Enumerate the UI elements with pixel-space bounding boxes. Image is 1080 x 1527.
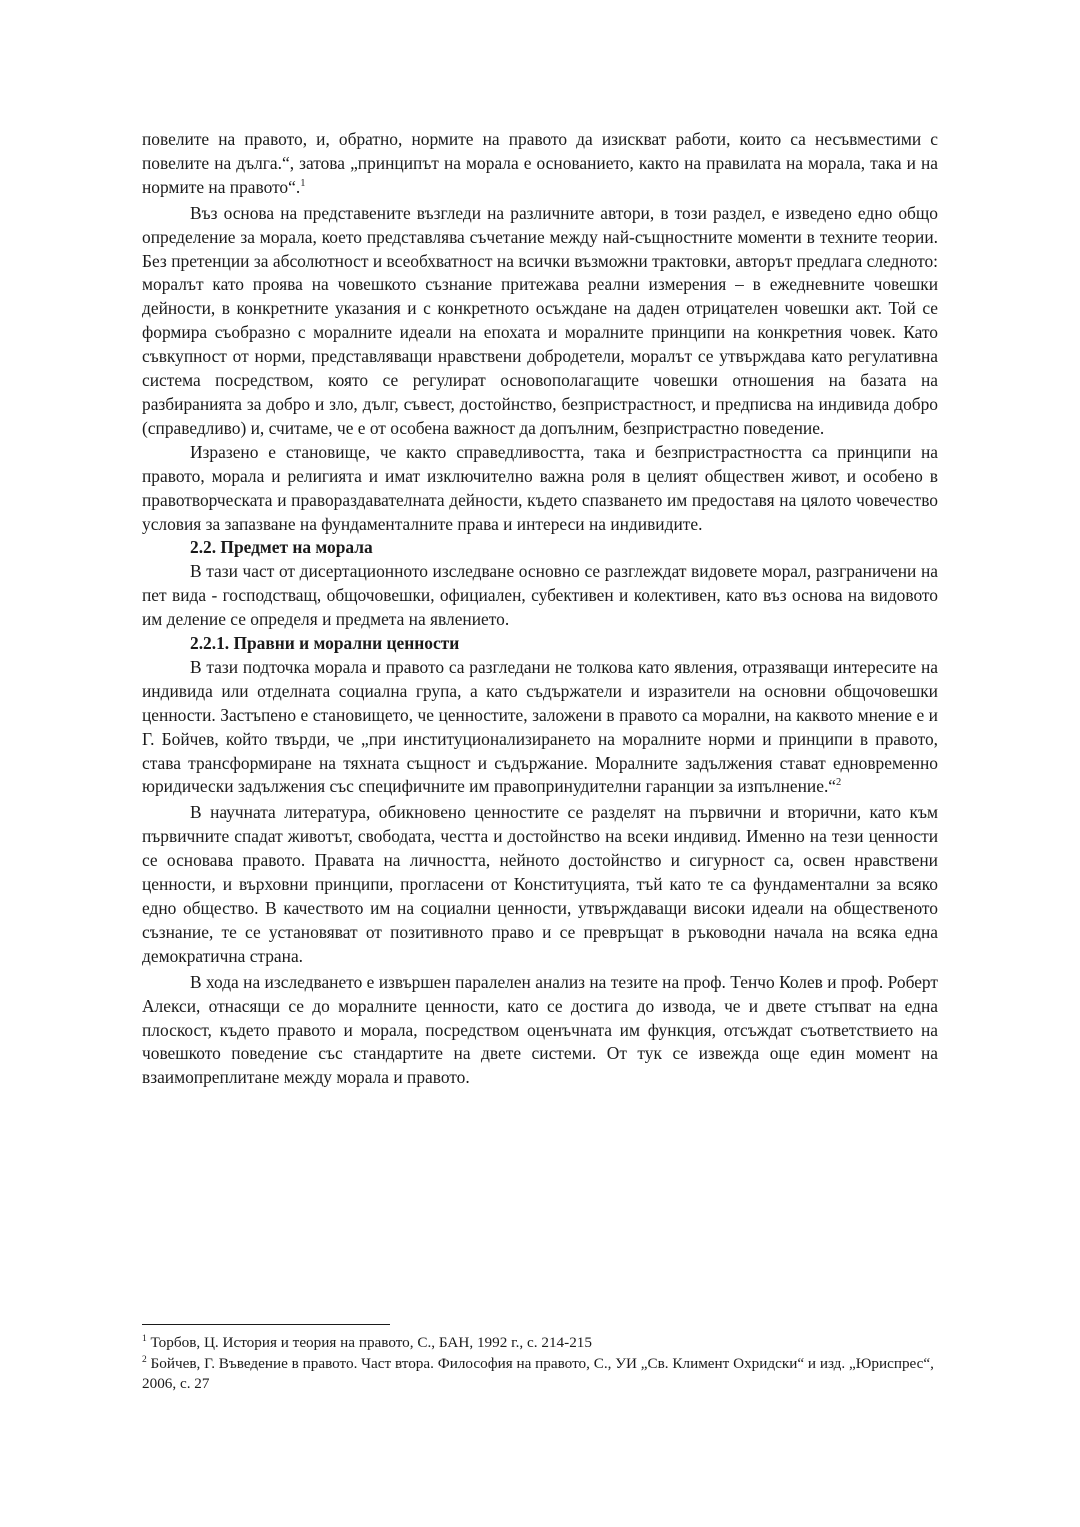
section-heading-2-2: 2.2. Предмет на морала xyxy=(190,537,373,558)
footnotes-section xyxy=(142,1324,938,1395)
footnote-1-number: 1 xyxy=(142,1334,147,1344)
footnote-2-number: 2 xyxy=(142,1354,147,1365)
section-heading-2-2-1: 2.2.1. Правни и морални ценности xyxy=(190,633,460,654)
document-page xyxy=(142,128,938,1090)
paragraph-values xyxy=(142,656,938,799)
paragraph-analysis: В хода на изследването е извършен паралелен анализ на тезите на проф. Тенчо Колев и проф. Роберт Алекси, отнасящи се до моралните ценности, като се достига до извода, че и двете стъпват на една плоскост, където правото и морала, посредством оценъчната им функция, отсъждат съответствието на човешкото поведение със стандартите на двете системи. От тук се извежда още един момент на взаимопреплитане между морала и правото. xyxy=(142,971,938,1088)
footnote-separator xyxy=(142,1324,390,1325)
paragraph-opinion: Изразено е становище, че както справедливостта, така и безпристрастността са принципи на правото, морала и религията и имат изключително важна роля в целият обществен живот, и особено в правотворческата и правораздавателната дейности, където спазването им предоставя на цялото човечество условия за запазване на фундаменталните права и интереси на индивидите. xyxy=(142,441,938,534)
paragraph-literature: В научната литература, обикновено ценностите се разделят на първични и вторични, като към първичните спадат животът, свободата, честта и достойнство на всеки индивид. Именно на тези ценности се основава правото. Правата на личността, нейното достойнство и сигурност са, освен нравствени ценности, и върховни принципи, прогласени от Конституцията, тъй като те са фундаментални за всяко едно общество. В качеството им на социални ценности, утвърждаващи високи идеали на общественото съзнание, те се установяват от позитивното право и се превръщат в ръководни начала на всяка една демократична страна. xyxy=(142,802,938,966)
paragraph-types: В тази част от дисертационното изследване основно се разглеждат видовете морал, разграничени на пет вида - господстващ, общочовешки, официален, субективен и колективен, като въз основа на видовото им деление се определя и предмета на явлението. xyxy=(142,561,938,630)
paragraph-definition: Въз основа на представените възгледи на различните автори, в този раздел, е изведено едно общо определение за морала, което представлява съчетание между най-същностните моменти в техните теории. Без претенции за абсолютност и всеобхватност на всички възможни трактовки, авторът предлага следното: моралът като проява на човешкото съзнание притежава реални измерения – в ежедневните човешки дейности, в конкретните указания и с конкретното осъждане на даден отрицателен човешки акт. Той се формира съобразно с моралните идеали на епохата и моралните принципи на конкретния човек. Като съвкупност от норми, представляващи нравствени добродетели, моралът се утвърждава като регулативна система посредством, която се регулират основополагащите човешки отношения на базата на разбиранията за добро и зло, дълг, съвест, достойнство, безпристрастност, и предписва на индивида добро (справедливо) и, считаме, че е от особена важност да допълним, безпристрастно поведение. xyxy=(142,202,938,438)
paragraph-intro xyxy=(142,128,938,200)
paragraph-intro-text: повелите на правото, и, обратно, нормите на правото да изискват работи, които са несъвместими с повелите на дълга.“, затова „принципът на морала е основанието, както на правилата на морала, така и на нормите на правото“. xyxy=(142,129,938,197)
footnote-ref-2[interactable]: 2 xyxy=(836,777,842,789)
footnote-2 xyxy=(142,1354,938,1395)
paragraph-values-text: В тази подточка морала и правото са разгледани не толкова като явления, отразяващи интересите на индивида или отделната социална група, а като съдържатели и изразители на основни общочовешки ценности. Застъпено е становището, че ценностите, заложени в правото са морални, на каквото мнение е и Г. Бойчев, който твърди, че „при институционализирането на моралните норми и принципи в правото, става трансформиране на тяхната същност и съдържание. Моралните задължения стават едновременно юридически задължения със специфичните им правопринудителни гаранции за изпълнение.“ xyxy=(142,656,938,797)
footnote-ref-1[interactable]: 1 xyxy=(300,177,306,189)
footnote-1 xyxy=(142,1333,938,1354)
footnote-2-text: Бойчев, Г. Въведение в правото. Част втора. Философия на правото, С., УИ „Св. Климент Охридски“ и изд. „Юриспрес“, 2006, с. 27 xyxy=(142,1354,934,1392)
footnote-1-text: Торбов, Ц. История и теория на правото, С., БАН, 1992 г., с. 214-215 xyxy=(150,1334,592,1351)
